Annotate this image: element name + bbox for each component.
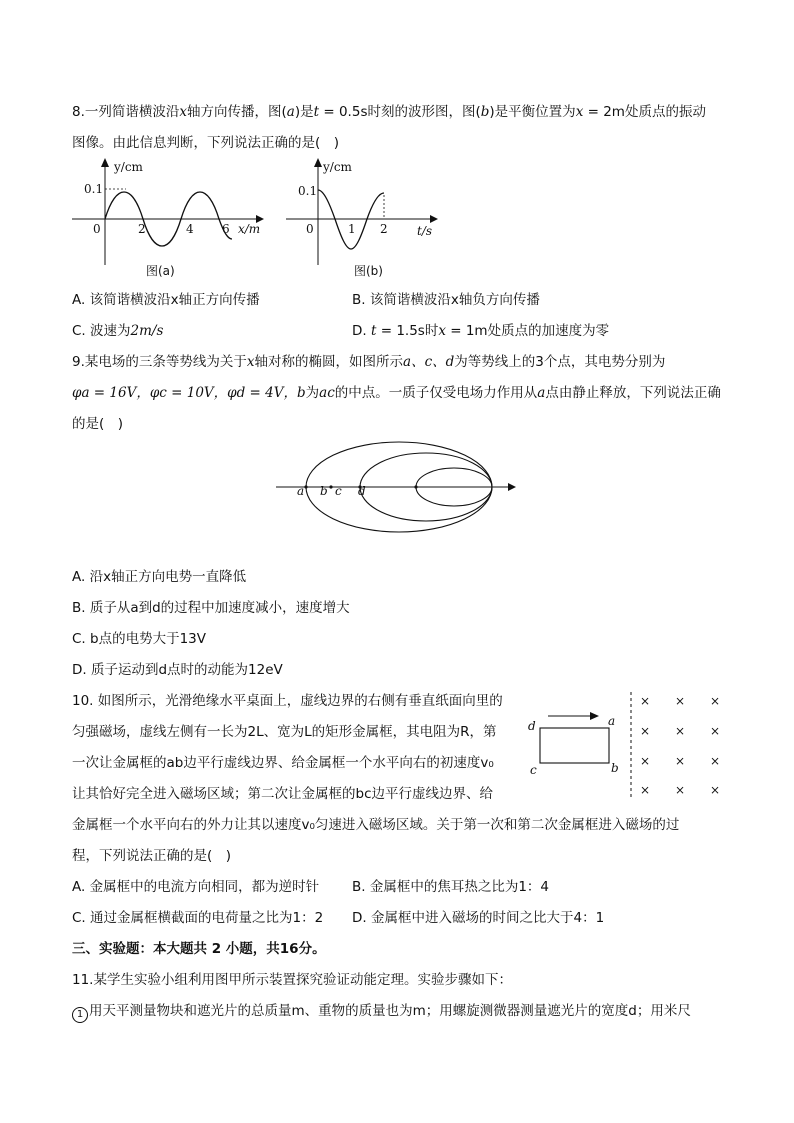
q8-option-c: C. 波速为2m/s — [72, 323, 164, 339]
q9-option-d: D. 质子运动到d点时的动能为12eV — [72, 662, 283, 678]
section-3-heading: 三、实验题：本大题共 2 小题，共16分。 — [72, 941, 326, 957]
field-cross: × — [640, 724, 651, 738]
q9-option-b: B. 质子从a到d的过程中加速度减小，速度增大 — [72, 600, 350, 616]
graph-b-amp: 0.1 — [298, 184, 318, 198]
q9-ellipse-figure — [270, 432, 530, 542]
q8-option-d: D. t = 1.5s时x = 1m处质点的加速度为零 — [352, 323, 610, 339]
graph-a-ylabel: y/cm — [114, 160, 143, 174]
q9-stem-line2: φa = 16V，φc = 10V，φd = 4V，b为ac的中点。一质子仅受电场力作用从a点由静止释放，下列说法正确 — [72, 385, 721, 401]
field-cross: × — [710, 724, 721, 738]
field-cross: × — [710, 694, 721, 708]
q10-option-c: C. 通过金属框横截面的电荷量之比为1：2 — [72, 910, 324, 926]
field-cross: × — [710, 783, 721, 797]
q8-stem-line2: 图像。由此信息判断，下列说法正确的是( ) — [72, 135, 340, 151]
point-c-label: c — [335, 484, 342, 498]
graph-a-amp: 0.1 — [84, 182, 104, 196]
graph-b-caption: 图(b) — [354, 264, 383, 278]
q10-stem-line4: 让其恰好完全进入磁场区域；第二次让金属框的bc边平行虚线边界、给 — [72, 786, 493, 802]
q11-step1: 1 用天平测量物块和遮光片的总质量m、重物的质量也为m；用螺旋测微器测量遮光片的宽度d；用米尺 — [72, 1002, 691, 1023]
field-cross: × — [675, 783, 686, 797]
q10-option-a: A. 金属框中的电流方向相同，都为逆时针 — [72, 879, 320, 895]
graph-b-tick-2: 2 — [380, 222, 388, 236]
q8-graph-b — [280, 155, 450, 285]
field-cross: × — [640, 694, 651, 708]
corner-b-label: b — [611, 761, 619, 775]
graph-b-tick-1: 1 — [348, 222, 356, 236]
field-cross: × — [675, 694, 686, 708]
corner-c-label: c — [530, 763, 537, 777]
q11-stem-line1: 11.某学生实验小组利用图甲所示装置探究验证动能定理。实验步骤如下： — [72, 972, 512, 988]
graph-a-caption: 图(a) — [146, 264, 175, 278]
graph-a-tick-4: 4 — [186, 222, 194, 236]
graph-b-ylabel: y/cm — [323, 160, 352, 174]
corner-d-label: d — [528, 719, 536, 733]
point-a-label: a — [297, 484, 305, 498]
graph-a-tick-6: 6 — [222, 222, 230, 236]
q10-option-d: D. 金属框中进入磁场的时间之比大于4：1 — [352, 910, 605, 926]
q10-field-figure — [520, 688, 735, 808]
field-cross: × — [675, 724, 686, 738]
field-cross: × — [710, 754, 721, 768]
graph-a-xlabel: x/m — [238, 222, 261, 236]
q8-stem-line1: 8.一列简谐横波沿x轴方向传播，图(a)是t = 0.5s时刻的波形图，图(b)是平衡位置为x = 2m处质点的振动 — [72, 104, 706, 120]
q8-option-b: B. 该简谐横波沿x轴负方向传播 — [352, 292, 540, 308]
graph-a-origin: 0 — [93, 222, 101, 236]
corner-a-label: a — [608, 714, 616, 728]
graph-b-xlabel: t/s — [417, 224, 433, 238]
graph-b-origin: 0 — [306, 222, 314, 236]
q10-stem-line6: 程，下列说法正确的是( ) — [72, 848, 232, 864]
q10-stem-line1: 10. 如图所示，光滑绝缘水平桌面上，虚线边界的右侧有垂直纸面向里的 — [72, 693, 503, 709]
q9-option-c: C. b点的电势大于13V — [72, 631, 206, 647]
q8-option-a: A. 该简谐横波沿x轴正方向传播 — [72, 292, 260, 308]
point-b-label: b — [320, 484, 328, 498]
field-cross: × — [640, 783, 651, 797]
graph-a-tick-2: 2 — [138, 222, 146, 236]
q9-stem-line1: 9.某电场的三条等势线为关于x轴对称的椭圆，如图所示a、c、d为等势线上的3个点，其电势分别为 — [72, 354, 666, 370]
field-cross: × — [675, 754, 686, 768]
q9-option-a: A. 沿x轴正方向电势一直降低 — [72, 569, 247, 585]
q8-graph-a — [66, 155, 286, 285]
q10-option-b: B. 金属框中的焦耳热之比为1：4 — [352, 879, 550, 895]
q10-stem-line3: 一次让金属框的ab边平行虚线边界、给金属框一个水平向右的初速度v₀ — [72, 755, 494, 771]
q10-stem-line2: 匀强磁场，虚线左侧有一长为2L、宽为L的矩形金属框，其电阻为R，第 — [72, 724, 497, 740]
point-d-label: d — [358, 484, 366, 498]
field-cross: × — [640, 754, 651, 768]
q10-stem-line5: 金属框一个水平向右的外力让其以速度v₀匀速进入磁场区域。关于第一次和第二次金属框进入磁场的过 — [72, 817, 680, 833]
q9-stem-line3: 的是( ) — [72, 416, 124, 432]
step-number-circle: 1 — [72, 1007, 88, 1023]
